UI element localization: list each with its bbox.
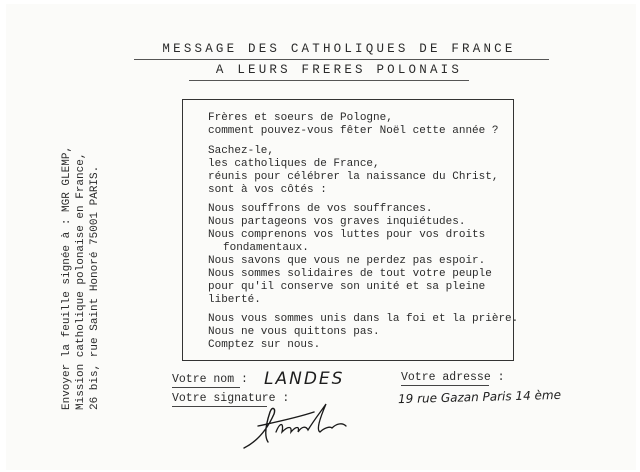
handwritten-signature [236,392,356,452]
message-line: Nous savons que vous ne perdez pas espoir. [208,255,486,267]
heading-underline-1 [134,59,549,60]
message-line: Nous comprenons vos luttes pour vos droits [208,229,486,241]
signature-label: Votre signature : [172,392,290,405]
message-line: sont à vos côtés : [208,184,327,196]
message-line: Frères et soeurs de Pologne, [208,112,393,124]
heading-line-2: A LEURS FRERES POLONAIS [215,63,463,77]
message-line: Nous sommes solidaires de tout votre peuple [208,268,492,280]
message-line: Nous vous sommes unis dans la foi et la prière. [208,313,519,325]
message-line: Nous souffrons de vos souffrances. [208,203,433,215]
message-line: Comptez sur nous. [208,339,321,351]
message-line: Sachez-le, [208,145,275,157]
heading-line-1: MESSAGE DES CATHOLIQUES DE FRANCE [162,42,516,56]
address-label: Votre adresse : [401,371,505,384]
message-line: pour qu'il conserve son unité et sa pleine [208,281,486,293]
document-page [6,4,636,470]
address-value: 19 rue Gazan Paris 14 ème [397,387,562,407]
message-line: réunis pour célébrer la naissance du Christ, [208,171,499,183]
message-line: Nous partageons vos graves inquiétudes. [208,216,466,228]
message-line: liberté. [208,294,261,306]
name-label-underline [172,387,240,388]
name-value: LANDES [264,369,345,389]
message-line: fondamentaux. [223,242,309,254]
message-line: Nous ne vous quittons pas. [208,326,380,338]
name-label: Votre nom : [172,373,248,386]
message-line: comment pouvez-vous fêter Noël cette année ? [208,125,499,137]
heading-underline-2 [189,80,469,81]
message-box [182,99,519,361]
sidebar-line-3: 26 bis, rue Saint Honoré 75001 PARIS. [89,165,101,410]
sidebar-line-1: Envoyer la feuille signée à : MGR GLEMP, [61,145,73,410]
message-line: les catholiques de France, [208,158,380,170]
address-label-underline [401,385,489,386]
sidebar-line-2: Mission catholique polonaise en France, [75,152,87,410]
